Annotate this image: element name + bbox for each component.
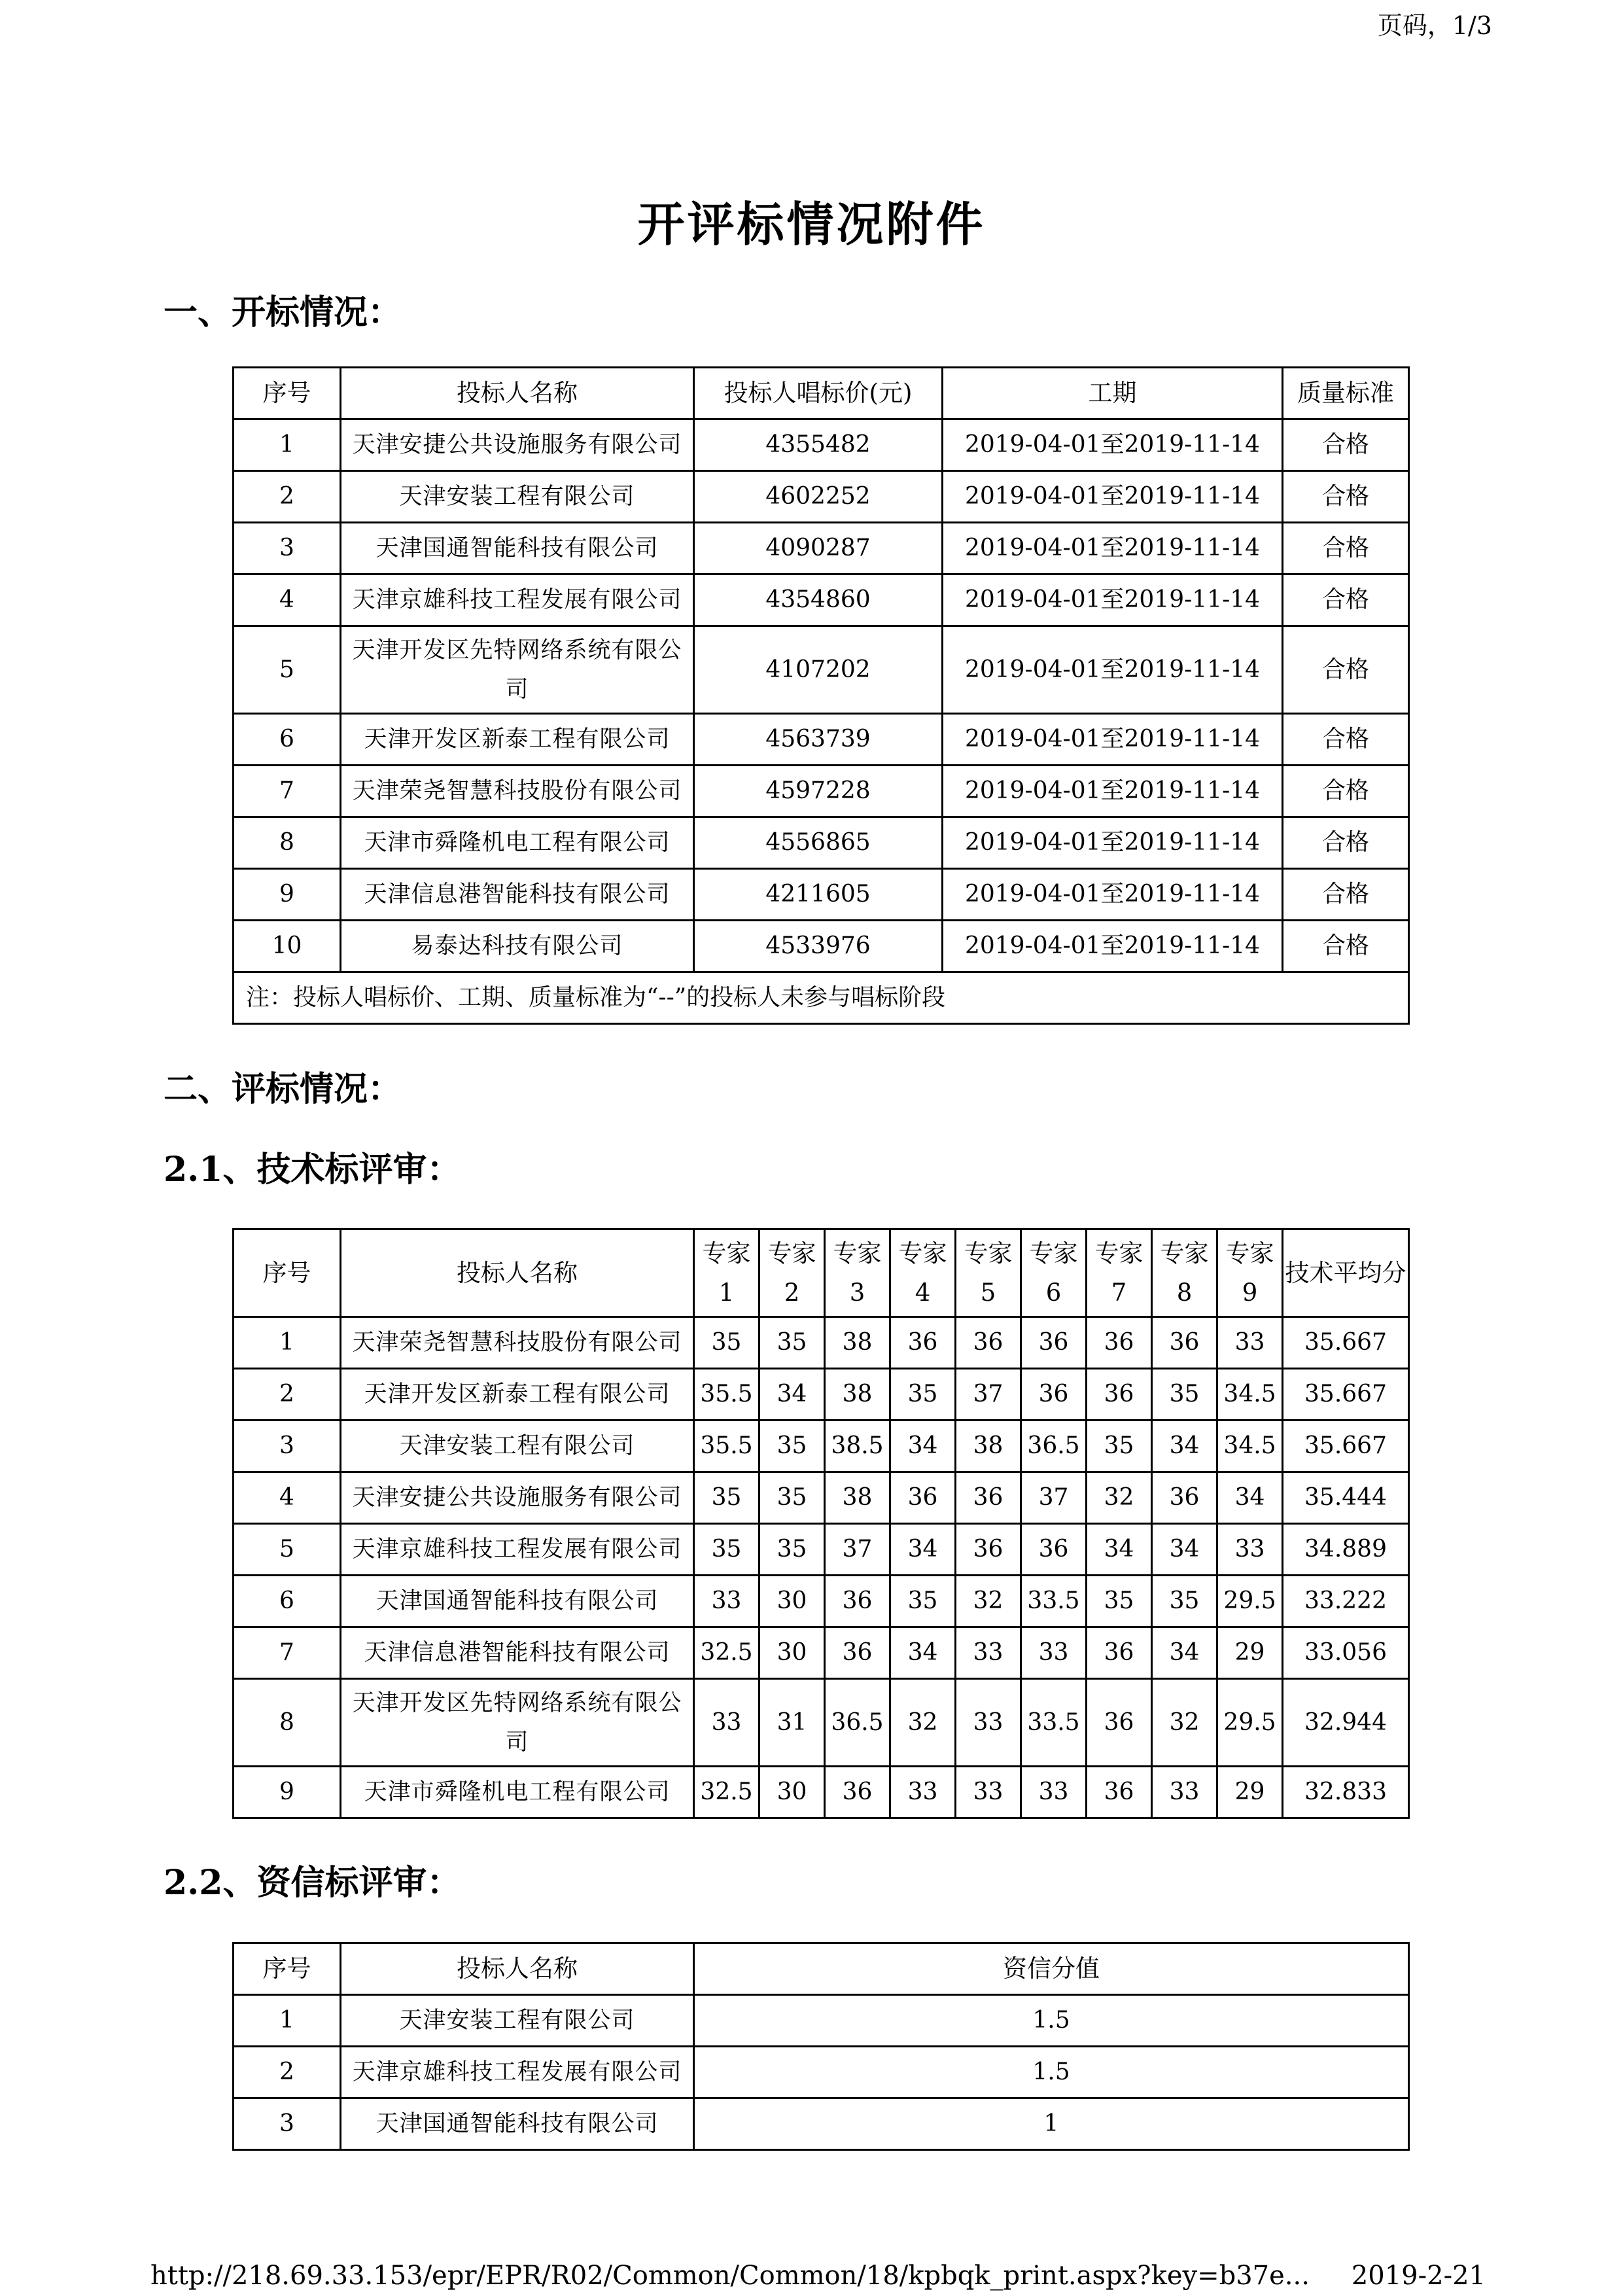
table-note-row: [234, 972, 1409, 1024]
bidder-name-cell: 易泰达科技有限公司: [341, 921, 694, 972]
document-title: 开评标情况附件: [637, 196, 986, 252]
header-cell: 专家7: [1087, 1229, 1152, 1317]
value-cell: 36.5: [1021, 1421, 1087, 1472]
value-cell: 36: [956, 1317, 1021, 1369]
header-cell: 专家1: [694, 1229, 759, 1317]
value-cell: 36: [956, 1472, 1021, 1524]
table-row: [234, 1369, 1409, 1421]
bidder-name-cell: 天津开发区先特网络系统有限公司: [341, 1679, 694, 1767]
header-cell: 投标人唱标价(元): [694, 368, 943, 419]
table-row: [234, 1421, 1409, 1472]
value-cell: 36: [956, 1524, 1021, 1576]
value-cell: 合格: [1283, 523, 1409, 574]
table-row: [234, 869, 1409, 921]
table-row: [234, 714, 1409, 766]
value-cell: 34: [1152, 1421, 1217, 1472]
header-cell: 投标人名称: [341, 1943, 694, 1995]
value-cell: 36: [825, 1576, 890, 1627]
value-cell: 2019-04-01至2019-11-14: [943, 419, 1283, 471]
row-index-cell: 7: [234, 766, 341, 817]
value-cell: 36: [1087, 1317, 1152, 1369]
table-row: [234, 2047, 1409, 2098]
table-row: [234, 2098, 1409, 2150]
value-cell: 2019-04-01至2019-11-14: [943, 921, 1283, 972]
bidder-name-cell: 天津安捷公共设施服务有限公司: [341, 1472, 694, 1524]
value-cell: 30: [759, 1576, 825, 1627]
value-cell: 32: [890, 1679, 956, 1767]
value-cell: 4563739: [694, 714, 943, 766]
value-cell: 4533976: [694, 921, 943, 972]
value-cell: 2019-04-01至2019-11-14: [943, 714, 1283, 766]
value-cell: 29: [1217, 1627, 1283, 1679]
header-cell: 专家9: [1217, 1229, 1283, 1317]
value-cell: 32.944: [1283, 1679, 1409, 1767]
value-cell: 4211605: [694, 869, 943, 921]
value-cell: 34: [890, 1421, 956, 1472]
value-cell: 36.5: [825, 1679, 890, 1767]
value-cell: 35: [694, 1524, 759, 1576]
table-header-row: [234, 1943, 1409, 1995]
value-cell: 37: [825, 1524, 890, 1576]
bid-opening-body: [234, 419, 1409, 1024]
value-cell: 34.889: [1283, 1524, 1409, 1576]
header-cell: 投标人名称: [341, 368, 694, 419]
table-row: [234, 1995, 1409, 2047]
value-cell: 29: [1217, 1767, 1283, 1818]
value-cell: 35.5: [694, 1421, 759, 1472]
value-cell: 2019-04-01至2019-11-14: [943, 766, 1283, 817]
technical-review-table: [232, 1228, 1410, 1819]
value-cell: 36: [1021, 1369, 1087, 1421]
header-cell: 序号: [234, 368, 341, 419]
row-index-cell: 5: [234, 1524, 341, 1576]
value-cell: 合格: [1283, 869, 1409, 921]
value-cell: 34: [1152, 1524, 1217, 1576]
bidder-name-cell: 天津开发区先特网络系统有限公司: [341, 626, 694, 714]
row-index-cell: 3: [234, 523, 341, 574]
value-cell: 33: [956, 1679, 1021, 1767]
value-cell: 2019-04-01至2019-11-14: [943, 471, 1283, 523]
value-cell: 33: [956, 1767, 1021, 1818]
bidder-name-cell: 天津京雄科技工程发展有限公司: [341, 2047, 694, 2098]
table-note: 注：投标人唱标价、工期、质量标准为“--”的投标人未参与唱标阶段: [234, 972, 1409, 1024]
table-row: [234, 1767, 1409, 1818]
value-cell: 33.5: [1021, 1679, 1087, 1767]
value-cell: 34.5: [1217, 1421, 1283, 1472]
bidder-name-cell: 天津开发区新泰工程有限公司: [341, 1369, 694, 1421]
value-cell: 34.5: [1217, 1369, 1283, 1421]
header-cell: 专家6: [1021, 1229, 1087, 1317]
header-cell: 专家3: [825, 1229, 890, 1317]
row-index-cell: 10: [234, 921, 341, 972]
value-cell: 31: [759, 1679, 825, 1767]
value-cell: 34: [890, 1627, 956, 1679]
value-cell: 36: [1087, 1679, 1152, 1767]
value-cell: 35: [759, 1472, 825, 1524]
value-cell: 29.5: [1217, 1679, 1283, 1767]
value-cell: 33: [694, 1679, 759, 1767]
bidder-name-cell: 天津安装工程有限公司: [341, 1995, 694, 2047]
value-cell: 38: [825, 1369, 890, 1421]
row-index-cell: 3: [234, 2098, 341, 2150]
row-index-cell: 3: [234, 1421, 341, 1472]
bidder-name-cell: 天津信息港智能科技有限公司: [341, 869, 694, 921]
row-index-cell: 6: [234, 714, 341, 766]
bidder-name-cell: 天津信息港智能科技有限公司: [341, 1627, 694, 1679]
header-cell: 资信分值: [694, 1943, 1409, 1995]
value-cell: 合格: [1283, 714, 1409, 766]
section-heading-bid-opening: 一、开标情况：: [164, 292, 402, 332]
value-cell: 2019-04-01至2019-11-14: [943, 869, 1283, 921]
table-row: [234, 921, 1409, 972]
row-index-cell: 4: [234, 1472, 341, 1524]
bidder-name-cell: 天津市舜隆机电工程有限公司: [341, 1767, 694, 1818]
value-cell: 35: [759, 1421, 825, 1472]
bidder-name-cell: 天津国通智能科技有限公司: [341, 1576, 694, 1627]
bidder-name-cell: 天津开发区新泰工程有限公司: [341, 714, 694, 766]
value-cell: 38.5: [825, 1421, 890, 1472]
value-cell: 4556865: [694, 817, 943, 869]
value-cell: 35.444: [1283, 1472, 1409, 1524]
value-cell: 36: [1087, 1767, 1152, 1818]
value-cell: 32: [1087, 1472, 1152, 1524]
bidder-name-cell: 天津安捷公共设施服务有限公司: [341, 419, 694, 471]
value-cell: 36: [890, 1472, 956, 1524]
table-row: [234, 1524, 1409, 1576]
value-cell: 合格: [1283, 574, 1409, 626]
bidder-name-cell: 天津国通智能科技有限公司: [341, 2098, 694, 2150]
value-cell: 32.5: [694, 1627, 759, 1679]
value-cell: 36: [1087, 1627, 1152, 1679]
row-index-cell: 9: [234, 869, 341, 921]
value-cell: 4355482: [694, 419, 943, 471]
value-cell: 合格: [1283, 921, 1409, 972]
footer-url: http://218.69.33.153/epr/EPR/R02/Common/Common/18/kpbqk_print.aspx?key=b37e...: [150, 2261, 1310, 2291]
value-cell: 33.056: [1283, 1627, 1409, 1679]
row-index-cell: 2: [234, 471, 341, 523]
value-cell: 36: [890, 1317, 956, 1369]
value-cell: 35.667: [1283, 1421, 1409, 1472]
value-cell: 34: [890, 1524, 956, 1576]
value-cell: 35: [694, 1472, 759, 1524]
value-cell: 32: [1152, 1679, 1217, 1767]
header-cell: 专家8: [1152, 1229, 1217, 1317]
value-cell: 4354860: [694, 574, 943, 626]
value-cell: 36: [825, 1627, 890, 1679]
value-cell: 35: [1152, 1576, 1217, 1627]
table-row: [234, 1679, 1409, 1767]
row-index-cell: 8: [234, 817, 341, 869]
value-cell: 34: [1087, 1524, 1152, 1576]
value-cell: 35: [759, 1524, 825, 1576]
section-heading-technical: 2.1、技术标评审：: [164, 1150, 461, 1190]
bidder-name-cell: 天津京雄科技工程发展有限公司: [341, 1524, 694, 1576]
value-cell: 33.222: [1283, 1576, 1409, 1627]
value-cell: 1.5: [694, 1995, 1409, 2047]
value-cell: 35: [759, 1317, 825, 1369]
table-row: [234, 1317, 1409, 1369]
value-cell: 36: [1021, 1317, 1087, 1369]
value-cell: 33: [1217, 1524, 1283, 1576]
table-row: [234, 1576, 1409, 1627]
header-cell: 质量标准: [1283, 368, 1409, 419]
bidder-name-cell: 天津荣尧智慧科技股份有限公司: [341, 766, 694, 817]
header-cell: 专家2: [759, 1229, 825, 1317]
header-cell: 投标人名称: [341, 1229, 694, 1317]
footer-date: 2019-2-21: [1351, 2261, 1486, 2291]
bidder-name-cell: 天津市舜隆机电工程有限公司: [341, 817, 694, 869]
row-index-cell: 7: [234, 1627, 341, 1679]
bidder-name-cell: 天津荣尧智慧科技股份有限公司: [341, 1317, 694, 1369]
row-index-cell: 2: [234, 2047, 341, 2098]
table-row: [234, 471, 1409, 523]
value-cell: 合格: [1283, 626, 1409, 714]
value-cell: 33: [1021, 1767, 1087, 1818]
section-heading-evaluation: 二、评标情况：: [164, 1069, 402, 1109]
value-cell: 36: [825, 1767, 890, 1818]
credit-review-table: [232, 1942, 1410, 2151]
table-row: [234, 1472, 1409, 1524]
value-cell: 34: [759, 1369, 825, 1421]
page-number: 页码，1/3: [1377, 11, 1492, 40]
header-cell: 专家4: [890, 1229, 956, 1317]
value-cell: 30: [759, 1767, 825, 1818]
section-heading-credit: 2.2、资信标评审：: [164, 1863, 461, 1903]
value-cell: 35.667: [1283, 1369, 1409, 1421]
value-cell: 4602252: [694, 471, 943, 523]
table-row: [234, 419, 1409, 471]
row-index-cell: 4: [234, 574, 341, 626]
credit-review-body: [234, 1995, 1409, 2150]
row-index-cell: 8: [234, 1679, 341, 1767]
value-cell: 36: [1021, 1524, 1087, 1576]
value-cell: 合格: [1283, 471, 1409, 523]
value-cell: 1: [694, 2098, 1409, 2150]
value-cell: 合格: [1283, 766, 1409, 817]
value-cell: 29.5: [1217, 1576, 1283, 1627]
header-cell: 专家5: [956, 1229, 1021, 1317]
row-index-cell: 5: [234, 626, 341, 714]
value-cell: 30: [759, 1627, 825, 1679]
value-cell: 33: [956, 1627, 1021, 1679]
value-cell: 38: [825, 1317, 890, 1369]
row-index-cell: 1: [234, 1317, 341, 1369]
value-cell: 35: [694, 1317, 759, 1369]
table-row: [234, 574, 1409, 626]
header-cell: 工期: [943, 368, 1283, 419]
value-cell: 37: [956, 1369, 1021, 1421]
table-row: [234, 523, 1409, 574]
value-cell: 2019-04-01至2019-11-14: [943, 626, 1283, 714]
row-index-cell: 2: [234, 1369, 341, 1421]
value-cell: 2019-04-01至2019-11-14: [943, 574, 1283, 626]
row-index-cell: 1: [234, 1995, 341, 2047]
table-row: [234, 626, 1409, 714]
value-cell: 32: [956, 1576, 1021, 1627]
value-cell: 35: [1087, 1421, 1152, 1472]
row-index-cell: 9: [234, 1767, 341, 1818]
value-cell: 33: [890, 1767, 956, 1818]
table-header-row: [234, 1229, 1409, 1317]
table-header-row: [234, 368, 1409, 419]
value-cell: 38: [956, 1421, 1021, 1472]
value-cell: 37: [1021, 1472, 1087, 1524]
bidder-name-cell: 天津京雄科技工程发展有限公司: [341, 574, 694, 626]
value-cell: 33.5: [1021, 1576, 1087, 1627]
value-cell: 32.833: [1283, 1767, 1409, 1818]
value-cell: 2019-04-01至2019-11-14: [943, 523, 1283, 574]
row-index-cell: 6: [234, 1576, 341, 1627]
value-cell: 33: [1152, 1767, 1217, 1818]
header-cell: 序号: [234, 1229, 341, 1317]
value-cell: 33: [1217, 1317, 1283, 1369]
value-cell: 35: [1087, 1576, 1152, 1627]
bidder-name-cell: 天津安装工程有限公司: [341, 471, 694, 523]
value-cell: 38: [825, 1472, 890, 1524]
value-cell: 4090287: [694, 523, 943, 574]
value-cell: 33: [1021, 1627, 1087, 1679]
value-cell: 36: [1152, 1472, 1217, 1524]
value-cell: 36: [1152, 1317, 1217, 1369]
value-cell: 34: [1217, 1472, 1283, 1524]
value-cell: 35: [890, 1369, 956, 1421]
value-cell: 34: [1152, 1627, 1217, 1679]
technical-review-body: [234, 1317, 1409, 1818]
bidder-name-cell: 天津国通智能科技有限公司: [341, 523, 694, 574]
bidder-name-cell: 天津安装工程有限公司: [341, 1421, 694, 1472]
value-cell: 35.667: [1283, 1317, 1409, 1369]
row-index-cell: 1: [234, 419, 341, 471]
value-cell: 4597228: [694, 766, 943, 817]
header-cell: 技术平均分: [1283, 1229, 1409, 1317]
value-cell: 4107202: [694, 626, 943, 714]
value-cell: 合格: [1283, 817, 1409, 869]
table-row: [234, 817, 1409, 869]
table-row: [234, 766, 1409, 817]
value-cell: 33: [694, 1576, 759, 1627]
value-cell: 35: [1152, 1369, 1217, 1421]
table-row: [234, 1627, 1409, 1679]
bid-opening-table: [232, 366, 1410, 1025]
value-cell: 36: [1087, 1369, 1152, 1421]
value-cell: 35: [890, 1576, 956, 1627]
value-cell: 35.5: [694, 1369, 759, 1421]
value-cell: 合格: [1283, 419, 1409, 471]
value-cell: 1.5: [694, 2047, 1409, 2098]
value-cell: 32.5: [694, 1767, 759, 1818]
value-cell: 2019-04-01至2019-11-14: [943, 817, 1283, 869]
header-cell: 序号: [234, 1943, 341, 1995]
